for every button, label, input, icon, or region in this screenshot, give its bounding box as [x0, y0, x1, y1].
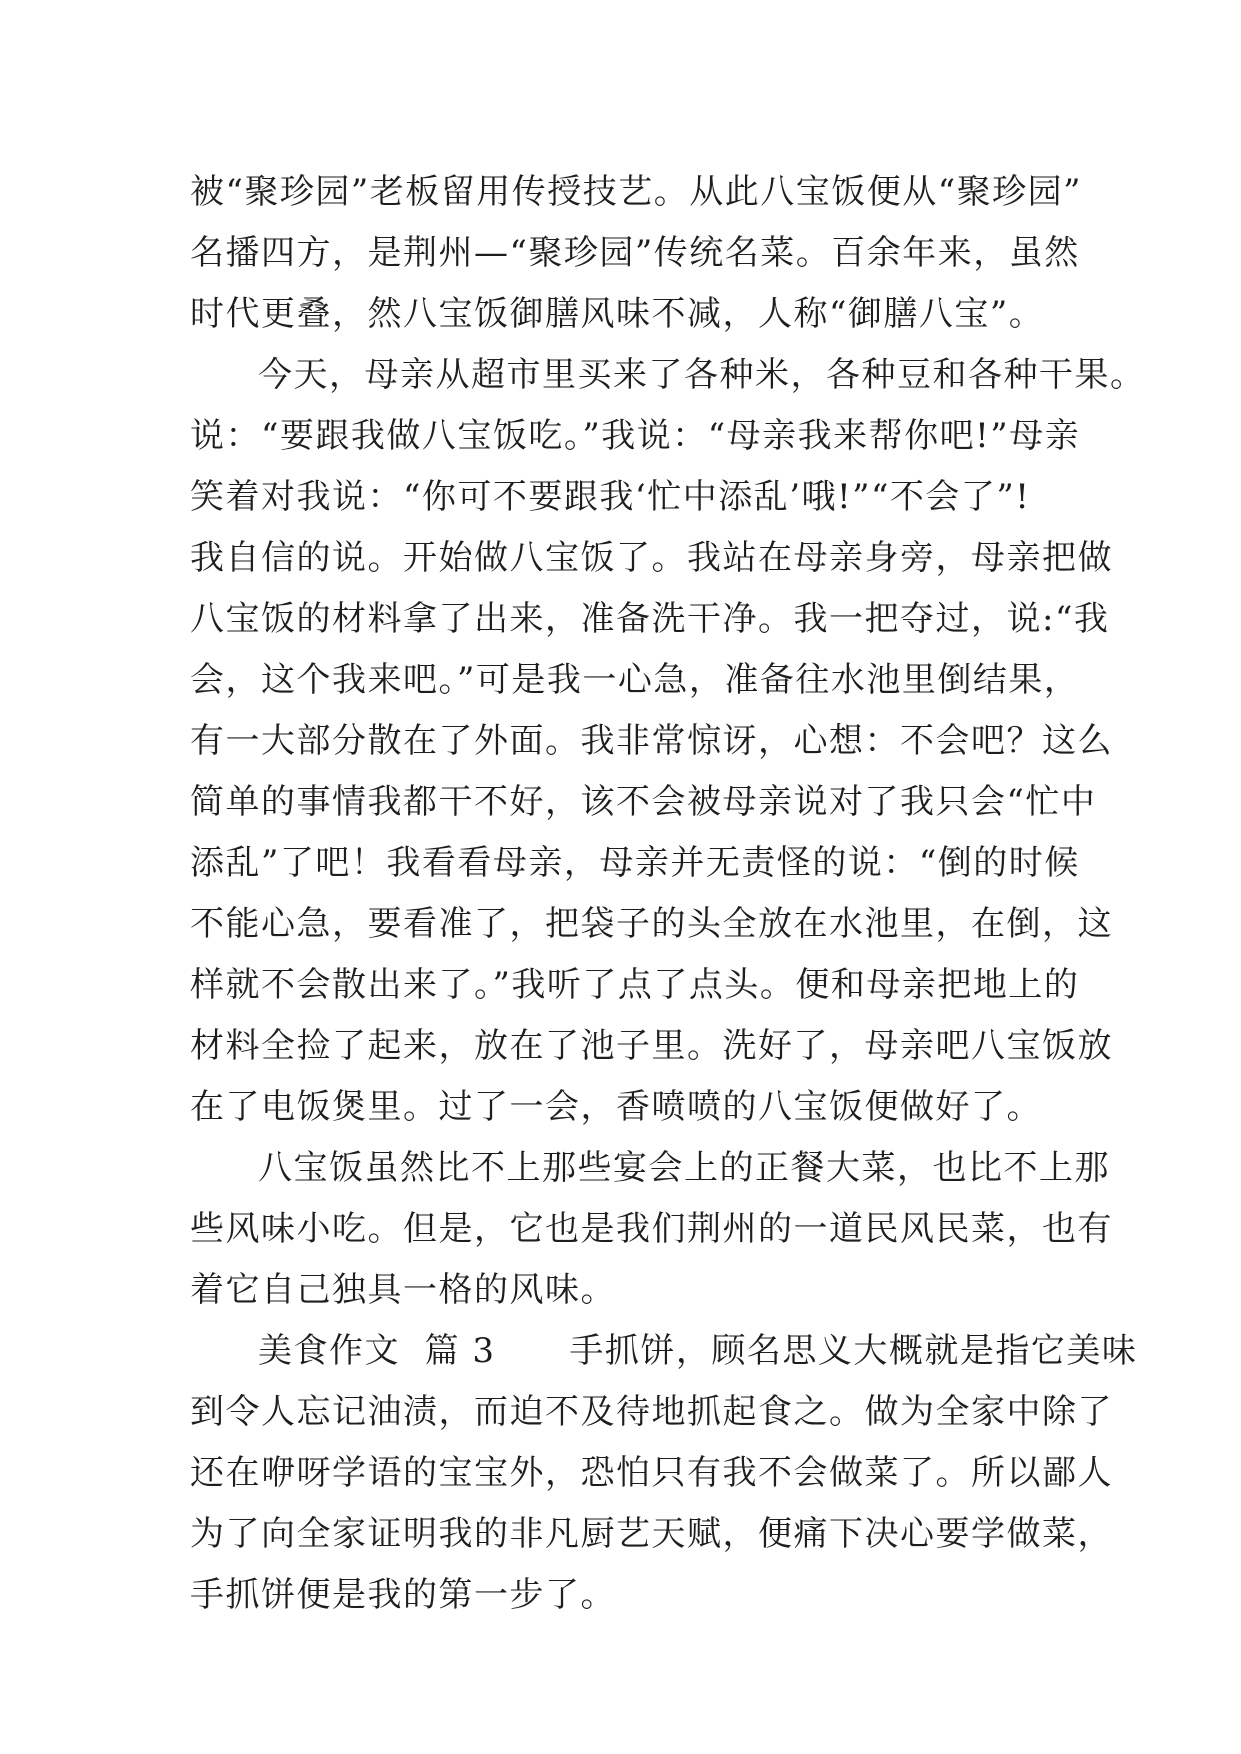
text-line: 样就不会散出来了。”我听了点了点头。便和母亲把地上的: [190, 965, 1080, 1005]
text-line: 美食作文 篇 3 手抓饼，顾名思义大概就是指它美味: [258, 1331, 1138, 1371]
text-line: 到令人忘记油渍，而迫不及待地抓起食之。做为全家中除了: [190, 1392, 1113, 1432]
text-line: 手抓饼便是我的第一步了。: [190, 1575, 616, 1615]
text-line: 有一大部分散在了外面。我非常惊讶，心想：不会吧？这么: [190, 721, 1113, 761]
text-line: 添乱”了吧！我看看母亲，母亲并无责怪的说：“倒的时候: [190, 843, 1080, 883]
text-line: 说：“要跟我做八宝饭吃。”我说：“母亲我来帮你吧!”母亲: [190, 416, 1081, 456]
text-line: 我自信的说。开始做八宝饭了。我站在母亲身旁，母亲把做: [190, 538, 1113, 578]
text-line: 不能心急，要看准了，把袋子的头全放在水池里，在倒，这: [190, 904, 1113, 944]
text-line: 着它自己独具一格的风味。: [190, 1270, 616, 1310]
text-line: 今天，母亲从超市里买来了各种米，各种豆和各种干果。: [258, 355, 1146, 395]
text-line: 为了向全家证明我的非凡厨艺天赋，便痛下决心要学做菜，: [190, 1514, 1113, 1554]
text-line: 名播四方，是荆州—“聚珍园”传统名菜。百余年来，虽然: [190, 233, 1080, 273]
text-line: 些风味小吃。但是，它也是我们荆州的一道民风民菜，也有: [190, 1209, 1113, 1249]
text-line: 时代更叠，然八宝饭御膳风味不减，人称“御膳八宝”。: [190, 294, 1045, 334]
text-line: 还在咿呀学语的宝宝外，恐怕只有我不会做菜了。所以鄙人: [190, 1453, 1113, 1493]
text-line: 八宝饭的材料拿了出来，准备洗干净。我一把夺过，说:“我: [190, 599, 1110, 639]
text-line: 会，这个我来吧。”可是我一心急，准备往水池里倒结果，: [190, 660, 1080, 700]
text-line: 被“聚珍园”老板留用传授技艺。从此八宝饭便从“聚珍园”: [190, 172, 1083, 212]
text-line: 在了电饭煲里。过了一会，香喷喷的八宝饭便做好了。: [190, 1087, 1042, 1127]
body-text: [190, 162, 1146, 1626]
text-line: 八宝饭虽然比不上那些宴会上的正餐大菜，也比不上那: [258, 1148, 1110, 1188]
text-line: 材料全捡了起来，放在了池子里。洗好了，母亲吧八宝饭放: [190, 1026, 1113, 1066]
text-line: 笑着对我说：“你可不要跟我‘忙中添乱’哦!”“不会了”!: [190, 477, 1031, 517]
text-line: 简单的事情我都干不好，该不会被母亲说对了我只会“忙中: [190, 782, 1097, 822]
